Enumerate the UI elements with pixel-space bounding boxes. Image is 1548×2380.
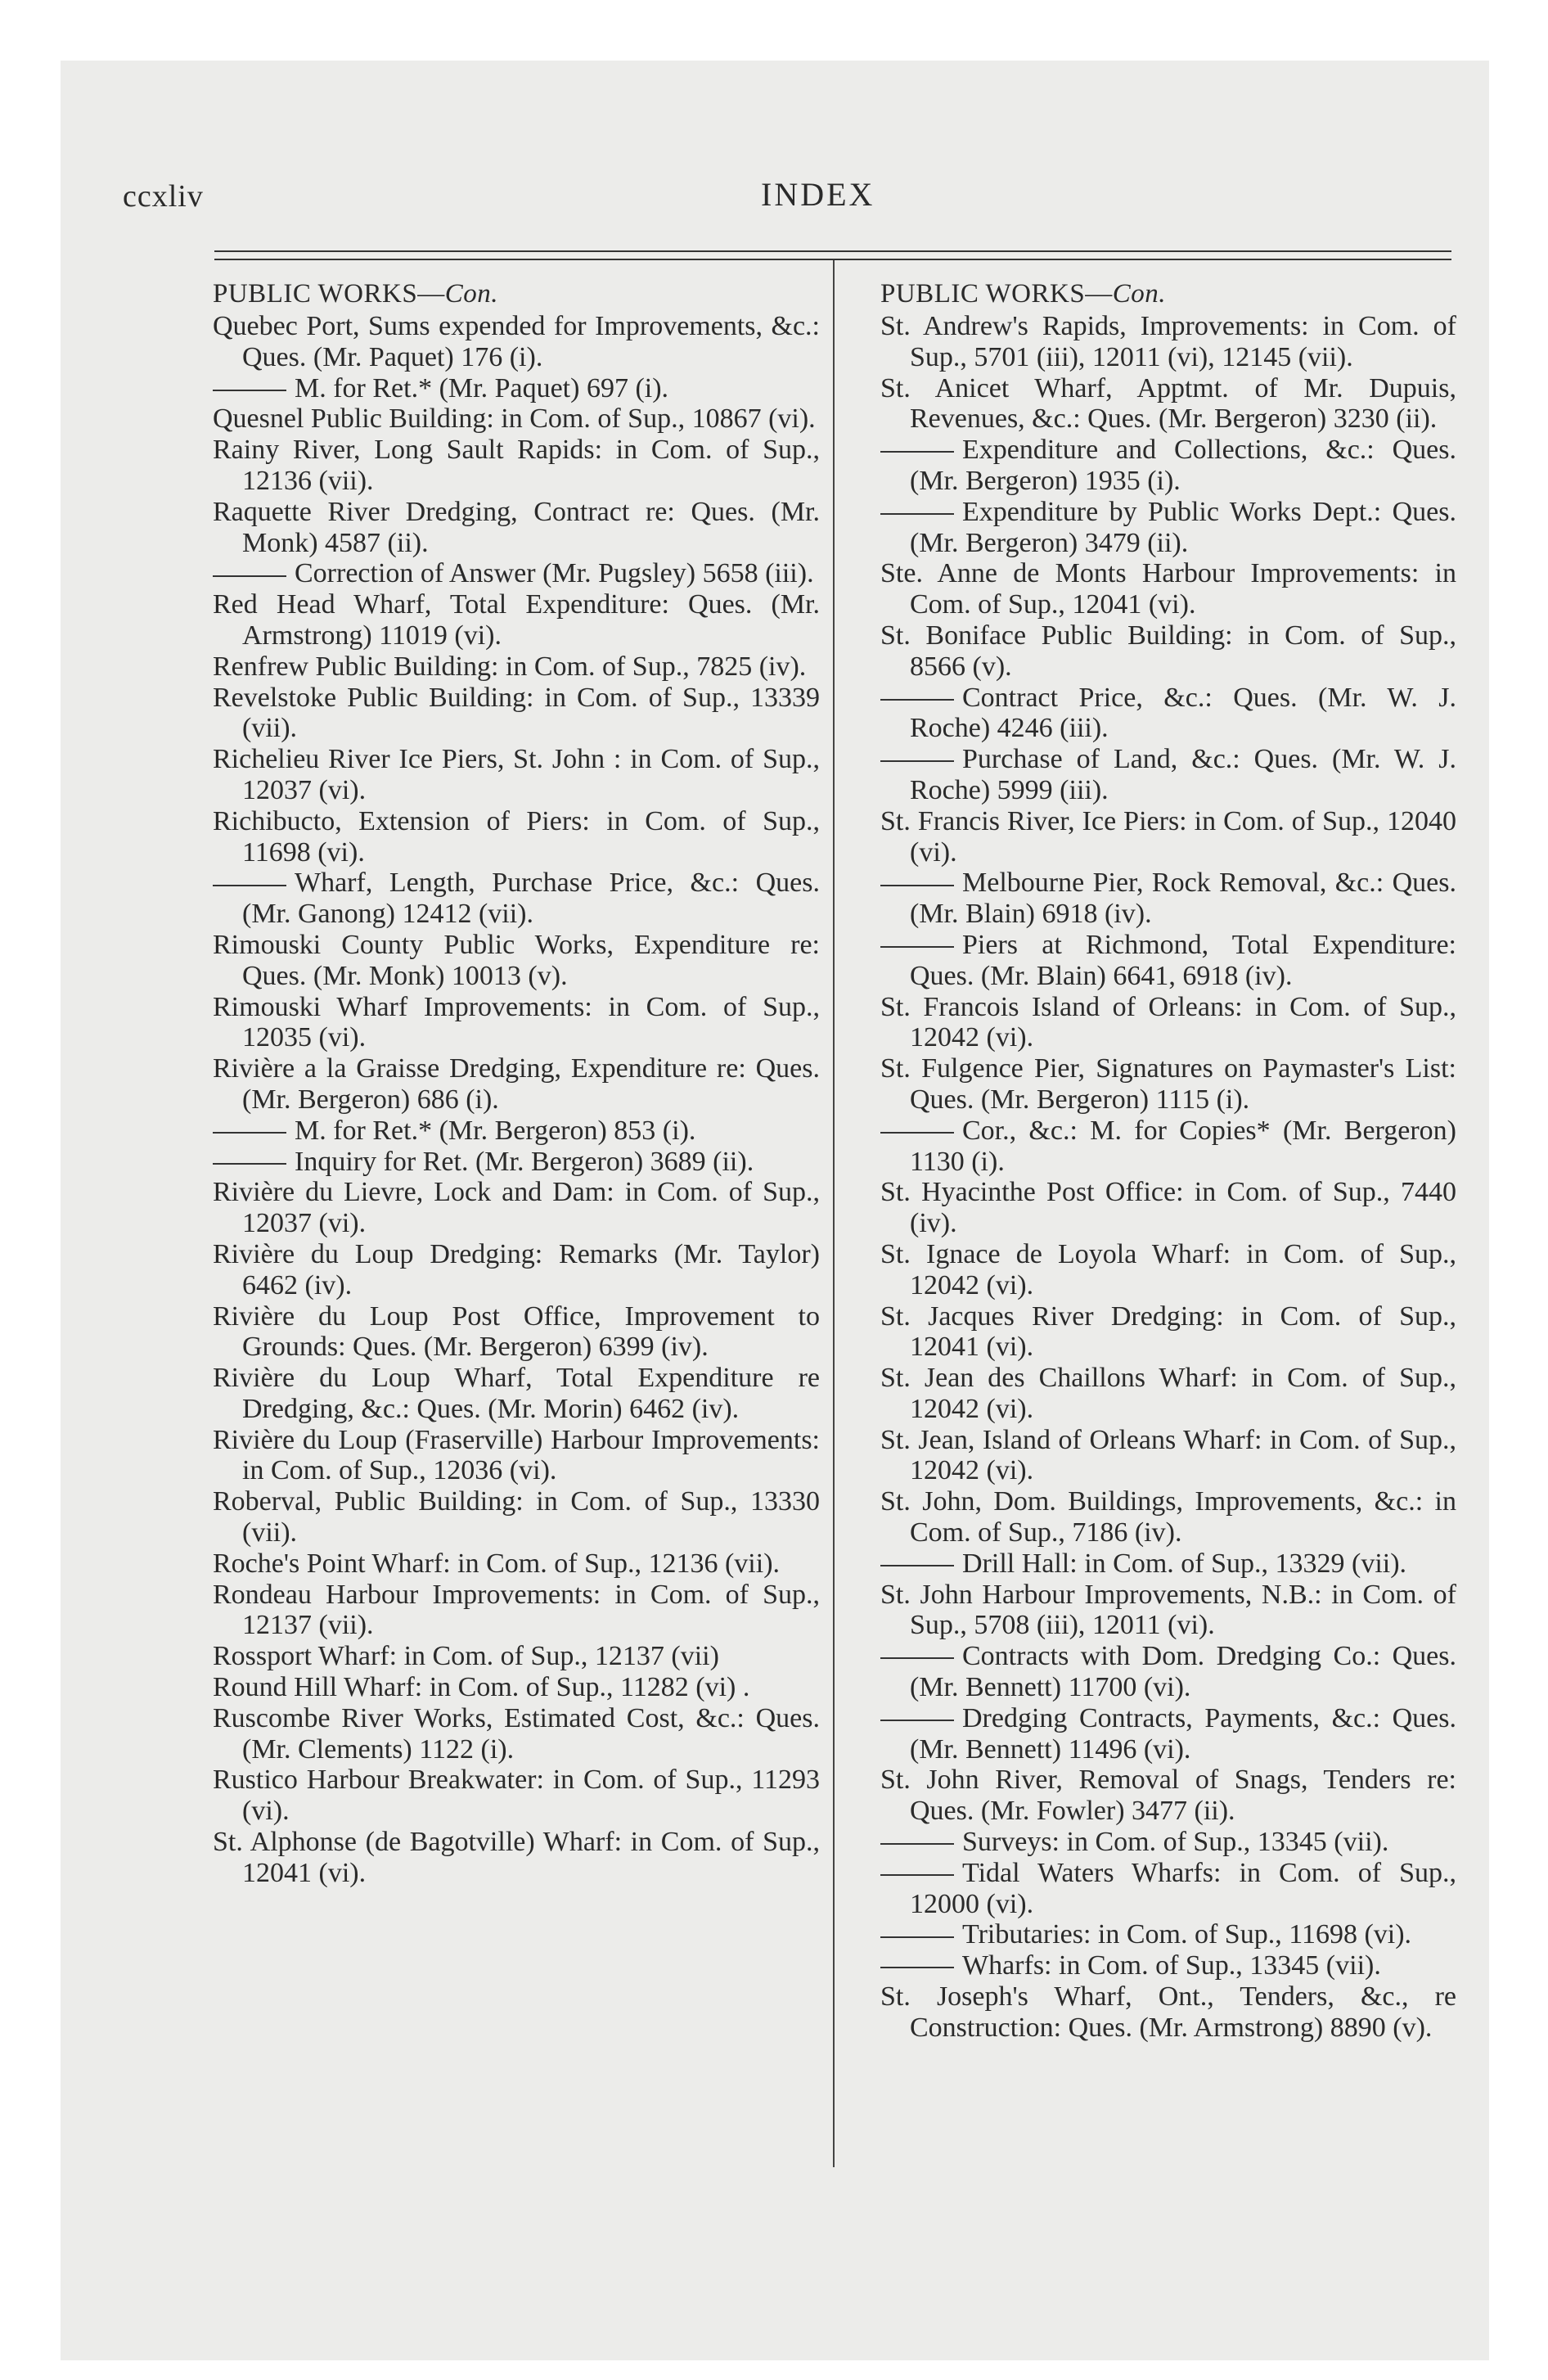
index-entry [880,311,1456,373]
entry-text: Dredging Contracts, Payments, &c.: Ques. (Mr. Bennett) 11496 (vi). [910,1702,1456,1765]
index-entry [880,806,1456,868]
entry-text: St. Ignace de Loyola Wharf: in Com. of Sup., 12042 (vi). [880,1238,1456,1300]
entry-text: Rondeau Harbour Improvements: in Com. of Sup., 12137 (vii). [213,1579,820,1641]
entry-text: Richibucto, Extension of Piers: in Com. of Sup., 11698 (vi). [213,805,820,868]
index-entry [213,1425,820,1487]
entry-text: Quesnel Public Building: in Com. of Sup., 10867 (vi). [213,403,816,435]
entry-text: St. John Harbour Improvements, N.B.: in Com. of Sup., 5708 (iii), 12011 (vi). [880,1579,1456,1641]
entry-text: Round Hill Wharf: in Com. of Sup., 11282 (vi) . [213,1672,750,1703]
entry-text: St. Alphonse (de Bagotville) Wharf: in Com. of Sup., 12041 (vi). [213,1827,820,1888]
entry-text: Ruscombe River Works, Estimated Cost, &c.: Ques. (Mr. Clements) 1122 (i). [213,1702,820,1765]
entry-text: Rossport Wharf: in Com. of Sup., 12137 (vii) [213,1641,719,1672]
index-entry [213,1580,820,1642]
entry-text: Revelstoke Public Building: in Com. of Sup., 13339 (vii). [213,682,820,744]
right-column-heading: PUBLIC WORKS—Con. [880,279,1166,309]
index-entry [880,1239,1456,1301]
index-subentry [880,1703,1456,1765]
ditto-dash [880,513,954,515]
left-heading-suffix: Con. [444,279,498,309]
ditto-dash [880,946,954,948]
ditto-dash [880,1565,954,1566]
ditto-dash [880,1720,954,1721]
index-entry [213,435,820,497]
entry-text: Purchase of Land, &c.: Ques. (Mr. W. J. Roche) 5999 (iii). [910,744,1456,805]
entry-text: St. Jacques River Dredging: in Com. of Sup., 12041 (vi). [880,1300,1456,1363]
entry-text: Rustico Harbour Breakwater: in Com. of Sup., 11293 (vi). [213,1765,820,1827]
entry-text: Surveys: in Com. of Sup., 13345 (vii). [962,1827,1389,1858]
page-title: INDEX [761,176,875,213]
index-entry [213,930,820,992]
entry-text: Rimouski Wharf Improvements: in Com. of Sup., 12035 (vi). [213,991,820,1053]
index-subentry [880,1641,1456,1703]
index-subentry [880,930,1456,992]
entry-text: St. Jean, Island of Orleans Wharf: in Com. of Sup., 12042 (vi). [880,1424,1456,1486]
entry-text: Richelieu River Ice Piers, St. John : in Com. of Sup., 12037 (vi). [213,744,820,805]
entry-text: Tidal Waters Wharfs: in Com. of Sup., 12000 (vi). [910,1857,1456,1919]
index-entry [880,1486,1456,1548]
index-subentry [880,1548,1456,1580]
ditto-dash [880,1874,954,1876]
index-subentry [213,1116,820,1147]
entry-text: St. Boniface Public Building: in Com. of Sup., 8566 (v). [880,620,1456,682]
index-entry [213,683,820,745]
ditto-dash [880,885,954,886]
entry-text: Tributaries: in Com. of Sup., 11698 (vi). [962,1919,1412,1950]
index-entry [880,558,1456,620]
index-subentry [880,1858,1456,1920]
index-entry [880,373,1456,435]
entry-text: Quebec Port, Sums expended for Improvements, &c.: Ques. (Mr. Paquet) 176 (i). [213,311,820,372]
entry-text: Inquiry for Ret. (Mr. Bergeron) 3689 (ii). [295,1146,754,1177]
ditto-dash [880,451,954,453]
entry-text: Renfrew Public Building: in Com. of Sup., 7825 (iv). [213,651,807,682]
index-entry [880,620,1456,683]
index-subentry [213,1147,820,1178]
header-rule-top [214,250,1451,252]
entry-text: Contracts with Dom. Dredging Co.: Ques. (Mr. Bennett) 11700 (vi). [910,1641,1456,1703]
entry-text: St. Fulgence Pier, Signatures on Paymaster's List: Ques. (Mr. Bergeron) 1115 (i). [880,1053,1456,1115]
index-subentry [213,558,820,589]
ditto-dash [880,1843,954,1845]
right-heading-text: PUBLIC WORKS [880,279,1086,309]
ditto-dash [880,1132,954,1134]
index-entry [213,1548,820,1580]
index-entry [213,1486,820,1548]
ditto-dash [213,885,286,886]
index-entry [880,1981,1456,2044]
entry-text: Contract Price, &c.: Ques. (Mr. W. J. Roche) 4246 (iii). [910,682,1456,744]
index-entry [213,1239,820,1301]
entry-text: Ste. Anne de Monts Harbour Improvements: in Com. of Sup., 12041 (vi). [880,558,1456,620]
index-entry [880,1053,1456,1116]
entry-text: Rivière a la Graisse Dredging, Expenditure re: Ques. (Mr. Bergeron) 686 (i). [213,1053,820,1115]
entry-text: Rainy River, Long Sault Rapids: in Com. of Sup., 12136 (vii). [213,435,820,496]
index-subentry [880,435,1456,497]
entry-text: Raquette River Dredging, Contract re: Ques. (Mr. Monk) 4587 (ii). [213,496,820,558]
index-entry [880,1765,1456,1827]
index-entry [880,1301,1456,1364]
index-subentry [880,1116,1456,1178]
entry-text: Cor., &c.: M. for Copies* (Mr. Bergeron) 1130 (i). [910,1115,1456,1177]
page-number: ccxliv [123,179,204,214]
entry-text: St. John, Dom. Buildings, Improvements, &c.: in Com. of Sup., 7186 (iv). [880,1486,1456,1548]
entry-text: St. Andrew's Rapids, Improvements: in Com. of Sup., 5701 (iii), 12011 (vi), 12145 (vii). [880,311,1456,372]
entry-text: Drill Hall: in Com. of Sup., 13329 (vii). [962,1548,1407,1579]
entry-text: Expenditure by Public Works Dept.: Ques. (Mr. Bergeron) 3479 (ii). [910,496,1456,558]
index-entry [213,1053,820,1116]
left-column [213,278,820,1889]
ditto-dash [880,1936,954,1938]
column-divider [833,260,835,2167]
index-entry [213,651,820,683]
index-entry [880,1177,1456,1239]
index-entry [880,1363,1456,1425]
index-entry [880,1425,1456,1487]
right-column [880,278,1456,2044]
index-entry [213,589,820,651]
index-entry [213,311,820,373]
index-subentry [213,373,820,404]
left-column-heading: PUBLIC WORKS—Con. [213,279,498,309]
entry-text: Correction of Answer (Mr. Pugsley) 5658 (iii). [295,558,814,589]
entry-text: St. Francis River, Ice Piers: in Com. of Sup., 12040 (vi). [880,805,1456,868]
ditto-dash [213,1132,286,1134]
index-entry [213,1177,820,1239]
index-entry [213,1641,820,1672]
entry-text: Expenditure and Collections, &c.: Ques. (Mr. Bergeron) 1935 (i). [910,435,1456,496]
ditto-dash [880,1967,954,1968]
index-entry [213,1765,820,1827]
entry-text: Rivière du Lievre, Lock and Dam: in Com. of Sup., 12037 (vi). [213,1177,820,1239]
ditto-dash [213,1163,286,1165]
left-entries [213,311,820,1889]
index-subentry [880,744,1456,806]
index-entry [213,497,820,559]
entry-text: Roche's Point Wharf: in Com. of Sup., 12136 (vii). [213,1548,781,1579]
index-subentry [880,868,1456,930]
entry-text: Rivière du Loup Wharf, Total Expenditure re Dredging, &c.: Ques. (Mr. Morin) 6462 (iv). [213,1363,820,1424]
index-entry [213,1672,820,1703]
index-entry [213,1363,820,1425]
index-entry [213,744,820,806]
index-subentry [880,1919,1456,1950]
entry-text: Piers at Richmond, Total Expenditure: Ques. (Mr. Blain) 6641, 6918 (iv). [910,929,1456,991]
entry-text: Rivière du Loup (Fraserville) Harbour Improvements: in Com. of Sup., 12036 (vi). [213,1424,820,1486]
index-entry [213,403,820,435]
entry-text: St. Anicet Wharf, Apptmt. of Mr. Dupuis, Revenues, &c.: Ques. (Mr. Bergeron) 3230 (ii). [880,372,1456,435]
entry-text: Rivière du Loup Dredging: Remarks (Mr. Taylor) 6462 (iv). [213,1238,820,1300]
entry-text: M. for Ret.* (Mr. Bergeron) 853 (i). [295,1115,696,1146]
entry-text: Red Head Wharf, Total Expenditure: Ques. (Mr. Armstrong) 11019 (vi). [213,589,820,651]
ditto-dash [880,760,954,762]
ditto-dash [880,699,954,701]
index-subentry [880,683,1456,745]
ditto-dash [213,575,286,577]
entry-text: Rimouski County Public Works, Expenditure re: Ques. (Mr. Monk) 10013 (v). [213,929,820,991]
index-subentry [213,868,820,930]
index-entry [213,1301,820,1364]
right-heading-suffix: Con. [1112,279,1166,309]
ditto-dash [213,390,286,391]
right-entries [880,311,1456,2044]
entry-text: Rivière du Loup Post Office, Improvement to Grounds: Ques. (Mr. Bergeron) 6399 (iv). [213,1300,820,1363]
left-heading-text: PUBLIC WORKS [213,279,418,309]
index-entry [213,1703,820,1765]
entry-text: Wharf, Length, Purchase Price, &c.: Ques. (Mr. Ganong) 12412 (vii). [242,868,820,930]
entry-text: St. Francois Island of Orleans: in Com. of Sup., 12042 (vi). [880,991,1456,1053]
entry-text: M. for Ret.* (Mr. Paquet) 697 (i). [295,372,669,403]
entry-text: Melbourne Pier, Rock Removal, &c.: Ques. (Mr. Blain) 6918 (iv). [910,868,1456,930]
entry-text: St. Jean des Chaillons Wharf: in Com. of Sup., 12042 (vi). [880,1363,1456,1424]
index-entry [213,992,820,1054]
index-subentry [880,497,1456,559]
entry-text: Roberval, Public Building: in Com. of Sup., 13330 (vii). [213,1486,820,1548]
entry-text: St. Hyacinthe Post Office: in Com. of Sup., 7440 (iv). [880,1177,1456,1239]
entry-text: Wharfs: in Com. of Sup., 13345 (vii). [962,1950,1381,1981]
index-entry [213,1827,820,1889]
index-entry [213,806,820,868]
index-entry [880,992,1456,1054]
index-entry [880,1580,1456,1642]
index-subentry [880,1827,1456,1858]
ditto-dash [880,1657,954,1659]
entry-text: St. Joseph's Wharf, Ont., Tenders, &c., re Construction: Ques. (Mr. Armstrong) 8890 (v). [880,1981,1456,2043]
index-subentry [880,1950,1456,1981]
entry-text: St. John River, Removal of Snags, Tenders re: Ques. (Mr. Fowler) 3477 (ii). [880,1765,1456,1827]
